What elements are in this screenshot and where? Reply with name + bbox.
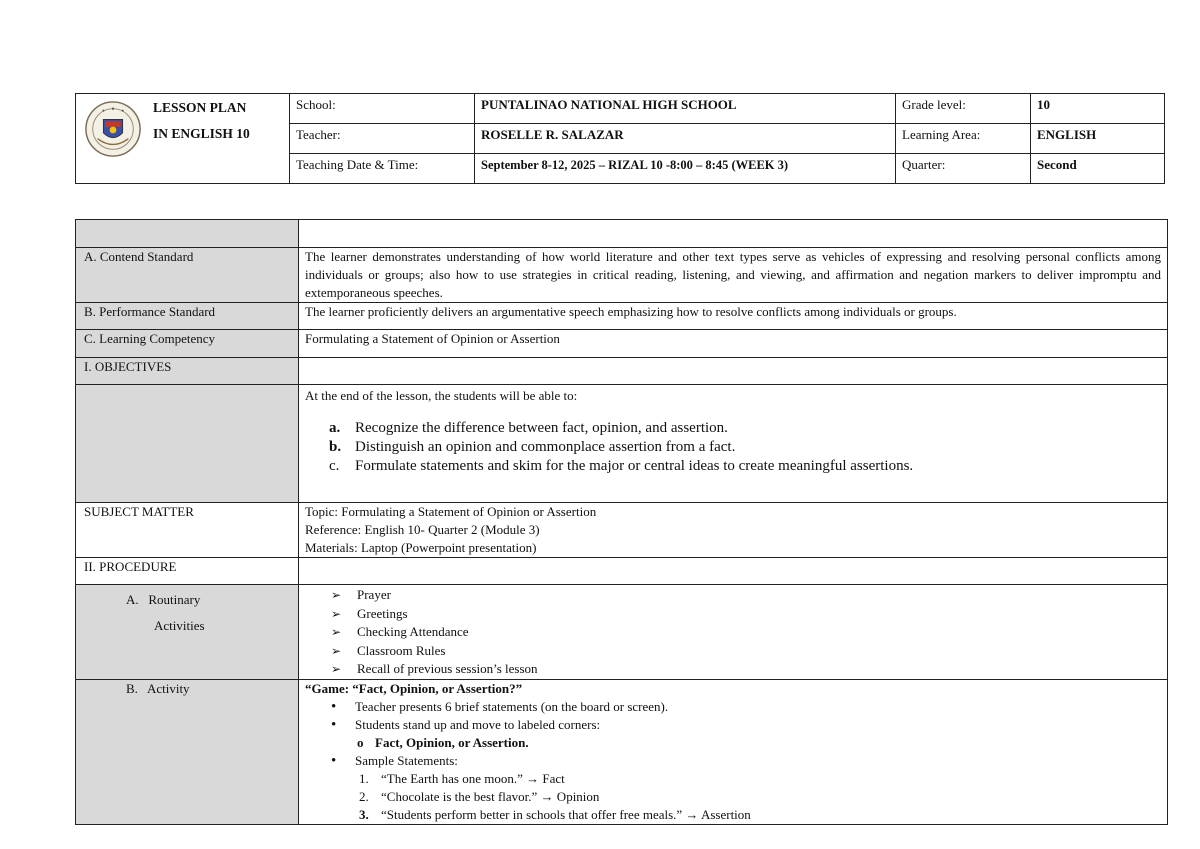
objectives-label: I. OBJECTIVES <box>76 358 299 385</box>
list-item: • Students stand up and move to labeled corners: o Fact, Opinion, or Assertion. <box>331 716 1161 752</box>
grade-value: 10 <box>1031 94 1165 124</box>
subject-reference: Reference: English 10- Quarter 2 (Module 3) <box>305 522 540 537</box>
objective-item: b. Distinguish an opinion and commonplace assertion from a fact. <box>329 439 736 455</box>
sample-item: 1. “The Earth has one moon.” → Fact <box>359 770 565 786</box>
activity-title: “Game: “Fact, Opinion, or Assertion?” <box>305 680 523 696</box>
logo-cell <box>76 94 148 184</box>
list-item: ➢ Recall of previous session’s lesson <box>331 660 1161 679</box>
subject-matter-cell <box>299 503 1168 558</box>
performance-standard-label: B. Performance Standard <box>76 303 299 330</box>
title-line2: IN ENGLISH 10 <box>153 126 250 141</box>
teacher-label: Teacher: <box>290 124 475 154</box>
subject-topic: Topic: Formulating a Statement of Opinion or Assertion <box>305 504 597 519</box>
school-value: PUNTALINAO NATIONAL HIGH SCHOOL <box>475 94 896 124</box>
teacher-value: ROSELLE R. SALAZAR <box>475 124 896 154</box>
routinary-label-2: Activities <box>154 618 205 633</box>
date-value: September 8-12, 2025 – RIZAL 10 -8:00 – 8:45 (WEEK 3) <box>475 154 896 184</box>
objective-item: a. Recognize the difference between fact, opinion, and assertion. <box>329 420 728 436</box>
header-table <box>75 93 1165 184</box>
competency-text: Formulating a Statement of Opinion or Assertion <box>299 330 1168 358</box>
content-standard-text: The learner demonstrates understanding of how world literature and other text types serve as vehicles of expressing and resolving personal conflicts among individuals or groups; also how to use strategies in critical reading, listening, and viewing, and affirmation and negation markers to deliver impromptu and extemporaneous speeches. <box>299 248 1168 303</box>
sample-item: 3. “Students perform better in schools that offer free meals.” → Assertion <box>359 806 751 822</box>
routinary-label-1: A. Routinary <box>126 592 201 607</box>
activity-cell <box>299 679 1168 824</box>
grade-label: Grade level: <box>896 94 1031 124</box>
objectives-intro: At the end of the lesson, the students will be able to: <box>305 388 578 403</box>
performance-standard-text: The learner proficiently delivers an argumentative speech emphasizing how to resolve conflicts among individuals or groups. <box>299 303 1168 330</box>
objectives-blank-label <box>76 385 299 503</box>
lesson-table <box>75 219 1168 825</box>
activity-sublist <box>331 734 1161 752</box>
subject-matter-label: SUBJECT MATTER <box>76 503 299 558</box>
list-item: ➢ Prayer <box>331 586 1161 605</box>
activity-label: B. Activity <box>76 679 299 824</box>
routinary-cell <box>299 585 1168 680</box>
quarter-label: Quarter: <box>896 154 1031 184</box>
title-line1: LESSON PLAN <box>153 100 247 115</box>
subject-materials: Materials: Laptop (Powerpoint presentation) <box>305 540 537 555</box>
empty-content-cell <box>299 220 1168 248</box>
activity-list <box>305 698 1161 824</box>
content-standard-label: A. Contend Standard <box>76 248 299 303</box>
list-item: o Fact, Opinion, or Assertion. <box>357 734 1161 752</box>
empty-label-cell <box>76 220 299 248</box>
list-item: • Teacher presents 6 brief statements (on the board or screen). <box>331 698 1161 716</box>
competency-label: C. Learning Competency <box>76 330 299 358</box>
area-value: ENGLISH <box>1031 124 1165 154</box>
routinary-list <box>305 586 1161 679</box>
objectives-cell <box>299 385 1168 503</box>
sample-item: 2. “Chocolate is the best flavor.” → Opinion <box>359 788 600 804</box>
area-label: Learning Area: <box>896 124 1031 154</box>
objective-item: c. Formulate statements and skim for the major or central ideas to create meaningful assertions. <box>329 458 914 474</box>
date-label: Teaching Date & Time: <box>290 154 475 184</box>
objectives-empty-cell <box>299 358 1168 385</box>
list-item: • Sample Statements: 1. “The Earth has one moon.” → Fact 2. “Chocolate is the best flavor.” → Opinion 3. “Students perform better in schools that offer free meals.” → Assertion <box>331 752 1161 824</box>
procedure-empty-cell <box>299 558 1168 585</box>
list-item: ➢ Greetings <box>331 605 1161 624</box>
routinary-label-cell <box>76 585 299 680</box>
deped-seal-icon <box>84 100 142 158</box>
list-item: ➢ Classroom Rules <box>331 642 1161 661</box>
school-label: School: <box>290 94 475 124</box>
quarter-value: Second <box>1031 154 1165 184</box>
samples-list <box>331 770 1161 824</box>
objectives-list <box>305 419 1161 476</box>
list-item: ➢ Checking Attendance <box>331 623 1161 642</box>
title-cell <box>147 94 290 184</box>
procedure-label: II. PROCEDURE <box>76 558 299 585</box>
